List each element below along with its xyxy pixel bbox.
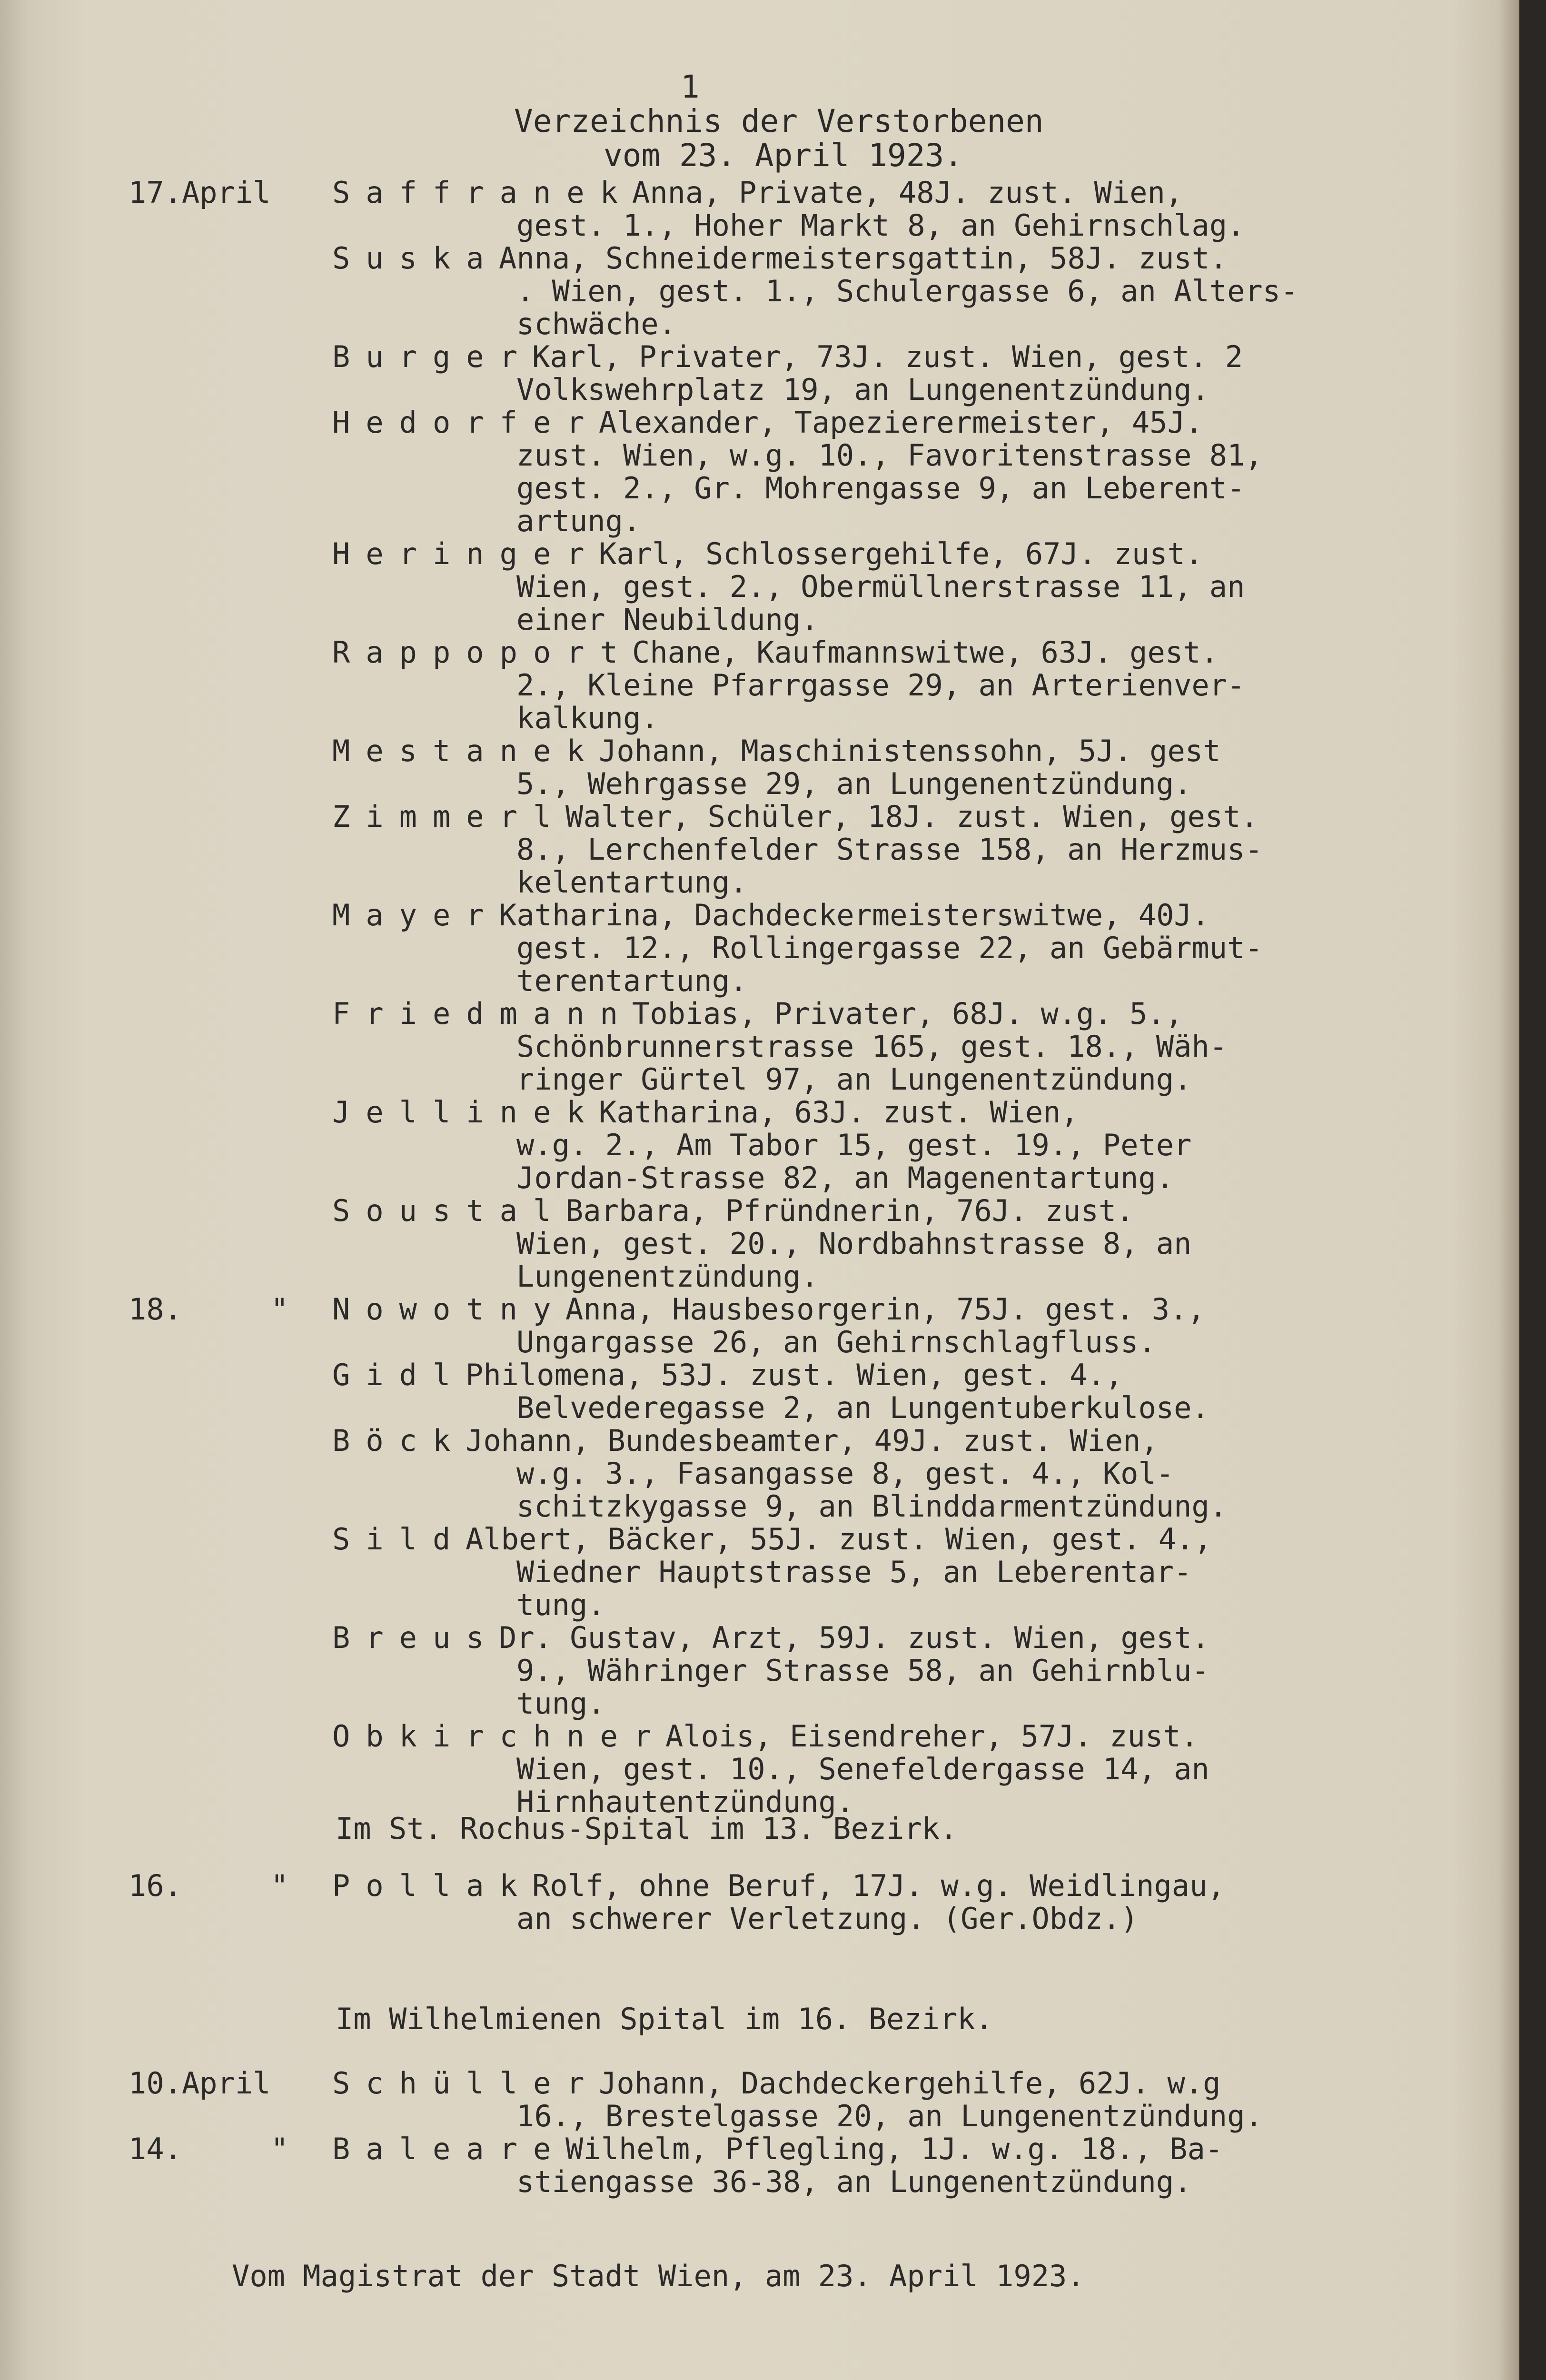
entry-surname: Saffranek bbox=[332, 175, 634, 210]
entry-continuation-line: artung. bbox=[516, 504, 641, 538]
entry-surname: Zimmerl bbox=[332, 799, 567, 834]
entry-first-line: Anna, Hausbesorgerin, 75J. gest. 3., bbox=[565, 1292, 1205, 1327]
document-title: Verzeichnis der Verstorbenen bbox=[514, 103, 1044, 139]
entry-surname: Obkirchner bbox=[332, 1719, 667, 1754]
entry-continuation-line: Wien, gest. 2., Obermüllnerstrasse 11, an bbox=[516, 569, 1245, 604]
entry-first-line: Walter, Schüler, 18J. zust. Wien, gest. bbox=[565, 799, 1259, 834]
entry-surname: Pollak bbox=[332, 1868, 533, 1903]
entry-continuation-line: tung. bbox=[516, 1587, 605, 1622]
entry-continuation-line: Ungargasse 26, an Gehirnschlagfluss. bbox=[516, 1325, 1156, 1359]
entry-continuation-line: gest. 12., Rollingergasse 22, an Gebärmut- bbox=[516, 931, 1263, 965]
entry-surname: Friedmann bbox=[332, 996, 634, 1031]
entry-date: 14. " bbox=[129, 2132, 288, 2166]
entry-date: 17.April bbox=[129, 175, 271, 210]
entry-continuation-line: w.g. 2., Am Tabor 15, gest. 19., Peter bbox=[516, 1128, 1192, 1162]
entry-first-line: Alois, Eisendreher, 57J. zust. bbox=[665, 1719, 1199, 1754]
entry-continuation-line: Schönbrunnerstrasse 165, gest. 18., Wäh- bbox=[516, 1029, 1228, 1064]
entry-continuation-line: tung. bbox=[516, 1686, 605, 1721]
entry-surname: Mestanek bbox=[332, 734, 600, 768]
entry-surname: Schüller bbox=[332, 2066, 600, 2101]
entry-first-line: Johann, Bundesbeamter, 49J. zust. Wien, bbox=[466, 1423, 1159, 1458]
entry-continuation-line: 5., Wehrgasse 29, an Lungenentzündung. bbox=[516, 766, 1192, 801]
entry-continuation-line: 16., Brestelgasse 20, an Lungenentzündung. bbox=[516, 2099, 1263, 2133]
entry-surname: Gidl bbox=[332, 1358, 466, 1392]
entry-continuation-line: ringer Gürtel 97, an Lungenentzündung. bbox=[516, 1062, 1192, 1097]
footer-signature: Vom Magistrat der Stadt Wien, am 23. April 1923. bbox=[232, 2259, 1085, 2293]
entry-first-line: Johann, Maschinistenssohn, 5J. gest bbox=[599, 734, 1221, 768]
entry-continuation-line: kalkung. bbox=[516, 701, 659, 735]
entry-first-line: Anna, Private, 48J. zust. Wien, bbox=[632, 175, 1183, 210]
page-number: 1 bbox=[681, 69, 700, 105]
entry-first-line: Anna, Schneidermeistersgattin, 58J. zust. bbox=[499, 241, 1228, 276]
entry-first-line: Rolf, ohne Beruf, 17J. w.g. Weidlingau, bbox=[532, 1868, 1225, 1903]
entry-first-line: Philomena, 53J. zust. Wien, gest. 4., bbox=[466, 1358, 1123, 1392]
section-heading-wilhelminen: Im Wilhelmienen Spital im 16. Bezirk. bbox=[336, 2002, 993, 2036]
entry-surname: Böck bbox=[332, 1423, 466, 1458]
entry-surname: Burger bbox=[332, 339, 533, 374]
entry-continuation-line: schitzkygasse 9, an Blinddarmentzündung. bbox=[516, 1489, 1228, 1524]
entry-first-line: Karl, Schlossergehilfe, 67J. zust. bbox=[599, 536, 1203, 571]
entry-continuation-line: kelentartung. bbox=[516, 865, 748, 900]
entry-continuation-line: Hirnhautentzündung. bbox=[516, 1785, 854, 1819]
book-spine-edge bbox=[1499, 0, 1519, 2380]
entry-first-line: Albert, Bäcker, 55J. zust. Wien, gest. 4., bbox=[466, 1522, 1212, 1557]
entry-continuation-line: Wien, gest. 10., Senefeldergasse 14, an bbox=[516, 1752, 1209, 1786]
section-heading-rochus: Im St. Rochus-Spital im 13. Bezirk. bbox=[336, 1811, 958, 1846]
entry-first-line: Tobias, Privater, 68J. w.g. 5., bbox=[632, 996, 1183, 1031]
entry-continuation-line: an schwerer Verletzung. (Ger.Obdz.) bbox=[516, 1901, 1139, 1936]
entry-continuation-line: . Wien, gest. 1., Schulergasse 6, an Alters- bbox=[516, 274, 1298, 308]
entry-surname: Jellinek bbox=[332, 1095, 600, 1130]
entry-first-line: Karl, Privater, 73J. zust. Wien, gest. 2 bbox=[532, 339, 1243, 374]
entry-continuation-line: 8., Lerchenfelder Strasse 158, an Herzmus- bbox=[516, 832, 1263, 867]
entry-date: 16. " bbox=[129, 1868, 288, 1903]
entry-continuation-line: w.g. 3., Fasangasse 8, gest. 4., Kol- bbox=[516, 1456, 1174, 1491]
entry-continuation-line: gest. 1., Hoher Markt 8, an Gehirnschlag. bbox=[516, 208, 1245, 243]
entry-surname: Hedorfer bbox=[332, 405, 600, 440]
entry-surname: Soustal bbox=[332, 1193, 567, 1228]
entry-continuation-line: Lungenentzündung. bbox=[516, 1259, 819, 1294]
entry-continuation-line: Belvederegasse 2, an Lungentuberkulose. bbox=[516, 1390, 1209, 1425]
entry-first-line: Barbara, Pfründnerin, 76J. zust. bbox=[565, 1193, 1134, 1228]
entry-continuation-line: Volkswehrplatz 19, an Lungenentzündung. bbox=[516, 372, 1209, 407]
entry-first-line: Alexander, Tapezierermeister, 45J. bbox=[599, 405, 1203, 440]
entry-continuation-line: Jordan-Strasse 82, an Magenentartung. bbox=[516, 1160, 1174, 1195]
entry-first-line: Chane, Kaufmannswitwe, 63J. gest. bbox=[632, 635, 1219, 670]
entry-continuation-line: Wien, gest. 20., Nordbahnstrasse 8, an bbox=[516, 1226, 1192, 1261]
entry-first-line: Johann, Dachdeckergehilfe, 62J. w.g bbox=[599, 2066, 1221, 2101]
entry-surname: Breus bbox=[332, 1620, 500, 1655]
entry-surname: Heringer bbox=[332, 536, 600, 571]
entry-first-line: Katharina, 63J. zust. Wien, bbox=[599, 1095, 1079, 1130]
entry-continuation-line: terentartung. bbox=[516, 963, 748, 998]
entry-surname: Nowotny bbox=[332, 1292, 567, 1327]
entry-date: 18. " bbox=[129, 1292, 288, 1327]
entry-date: 10.April bbox=[129, 2066, 271, 2101]
entry-first-line: Katharina, Dachdeckermeisterswitwe, 40J. bbox=[499, 898, 1210, 932]
entry-continuation-line: Wiedner Hauptstrasse 5, an Leberentar- bbox=[516, 1555, 1192, 1589]
entry-continuation-line: einer Neubildung. bbox=[516, 602, 819, 637]
entry-surname: Mayer bbox=[332, 898, 500, 932]
entry-surname: Baleare bbox=[332, 2132, 567, 2166]
entry-continuation-line: stiengasse 36-38, an Lungenentzündung. bbox=[516, 2164, 1192, 2199]
entry-continuation-line: 9., Währinger Strasse 58, an Gehirnblu- bbox=[516, 1653, 1209, 1688]
entry-continuation-line: schwäche. bbox=[516, 307, 676, 341]
entry-continuation-line: zust. Wien, w.g. 10., Favoritenstrasse 81, bbox=[516, 438, 1263, 473]
entry-surname: Sild bbox=[332, 1522, 466, 1557]
entry-surname: Rappoport bbox=[332, 635, 634, 670]
entry-first-line: Wilhelm, Pflegling, 1J. w.g. 18., Ba- bbox=[565, 2132, 1223, 2166]
document-subtitle: vom 23. April 1923. bbox=[604, 137, 963, 174]
entry-continuation-line: gest. 2., Gr. Mohrengasse 9, an Leberent- bbox=[516, 471, 1245, 506]
entry-first-line: Dr. Gustav, Arzt, 59J. zust. Wien, gest. bbox=[499, 1620, 1210, 1655]
entry-surname: Suska bbox=[332, 241, 500, 276]
entry-continuation-line: 2., Kleine Pfarrgasse 29, an Arterienver- bbox=[516, 668, 1245, 703]
